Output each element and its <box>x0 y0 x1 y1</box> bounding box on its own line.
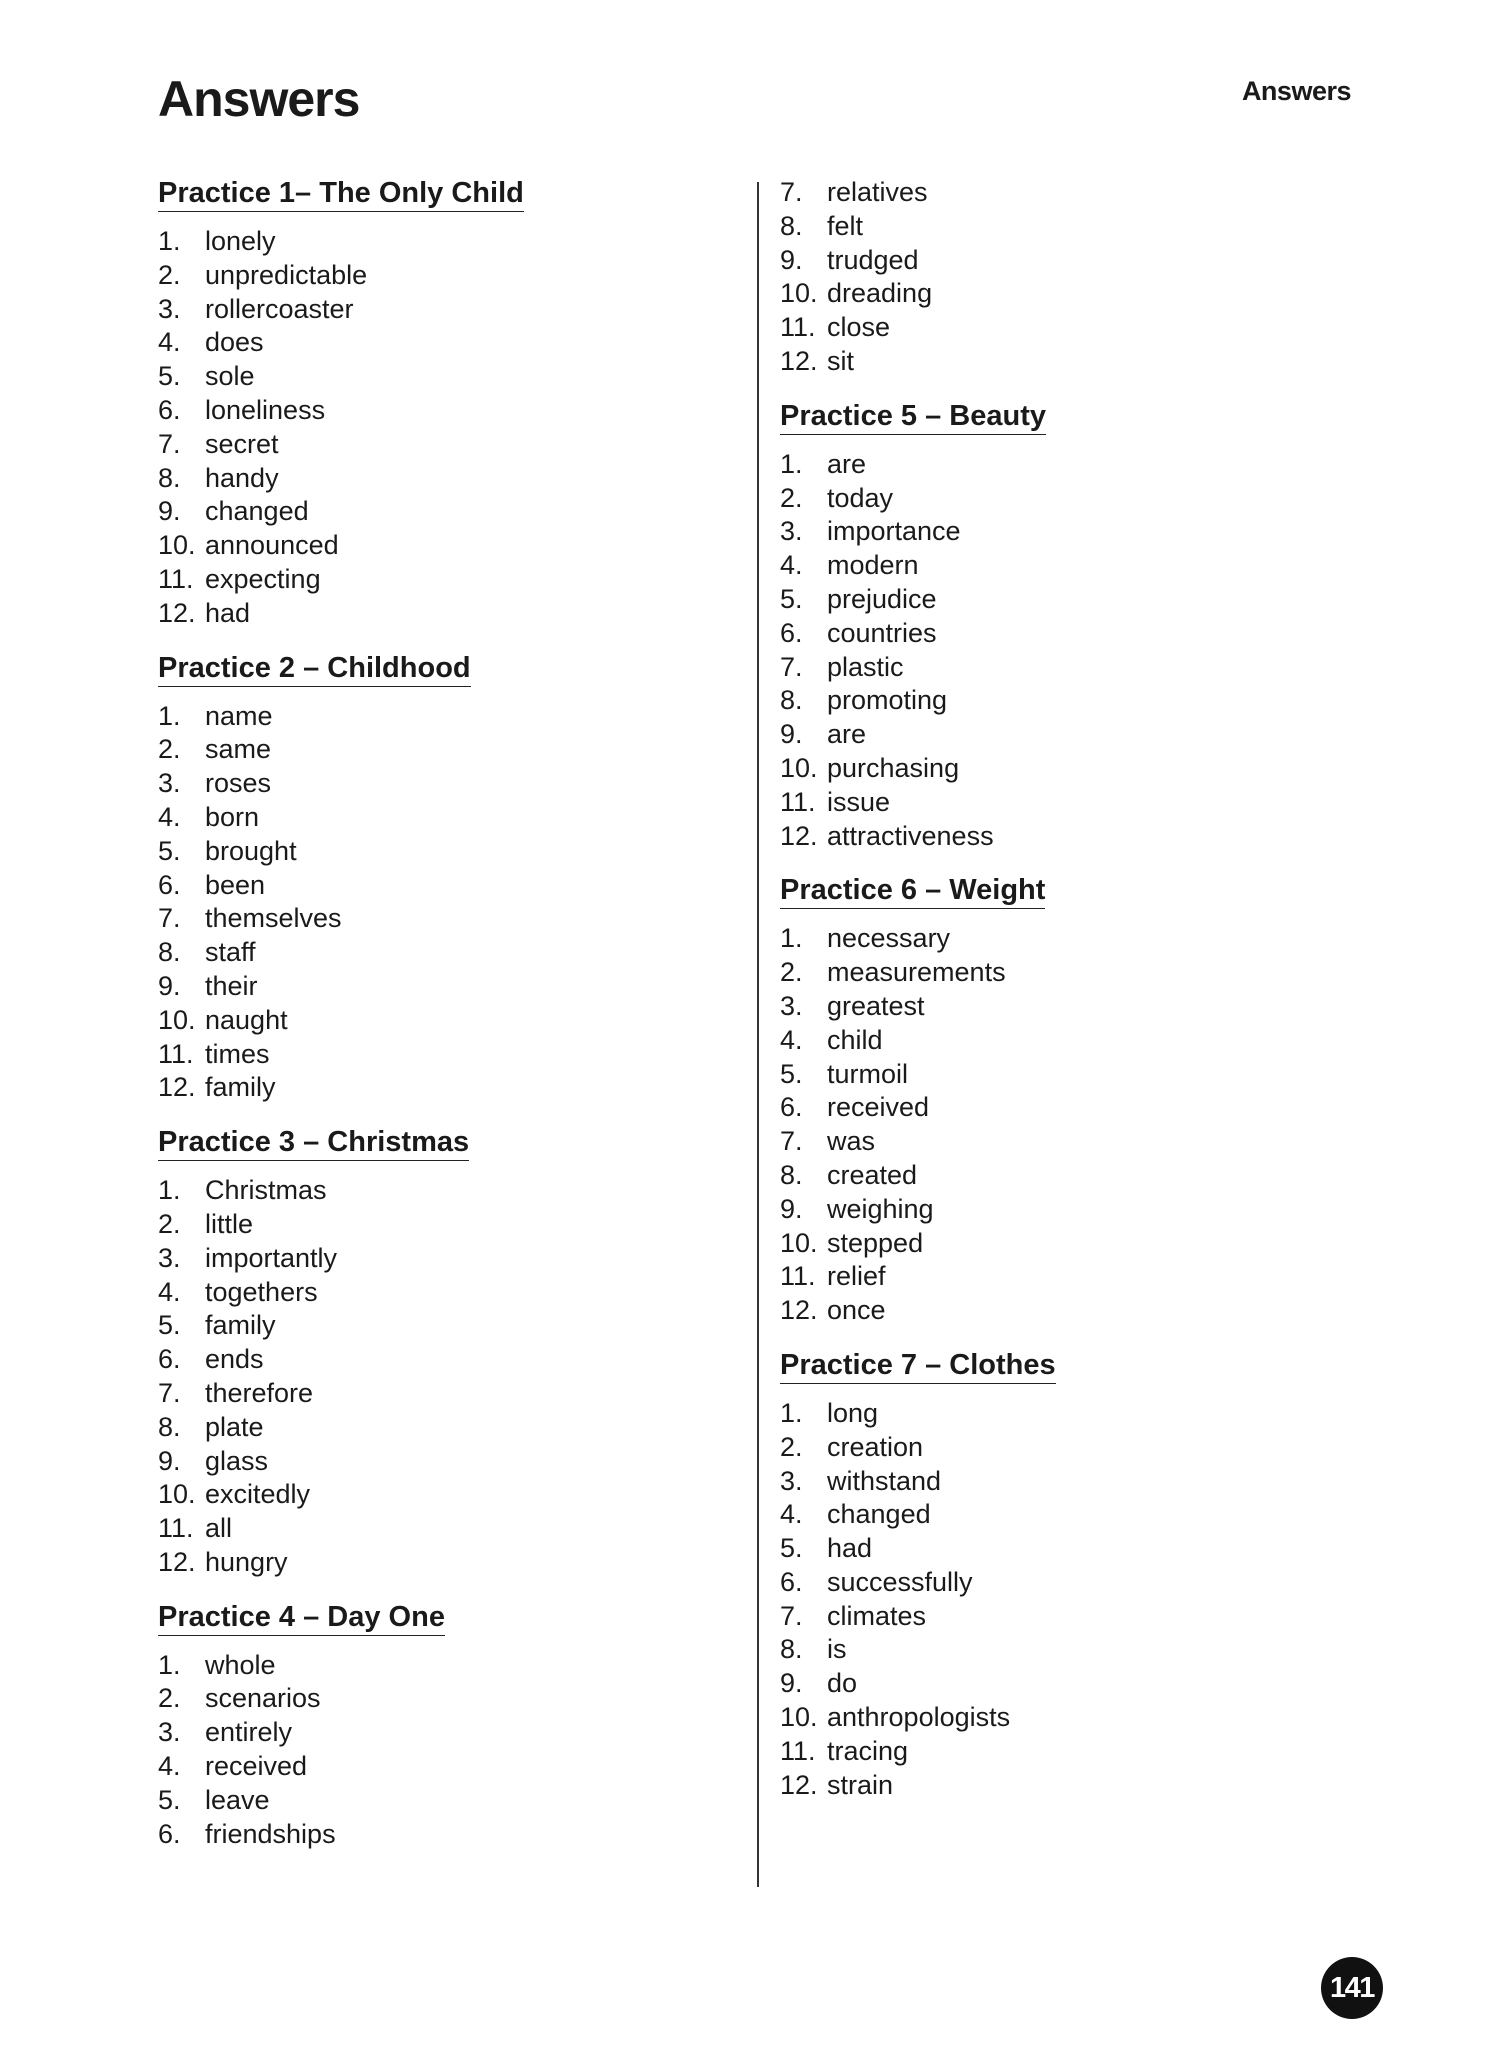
answer-item <box>780 990 1340 1024</box>
answer-number: 6. <box>780 617 803 648</box>
answer-item <box>780 1701 1340 1735</box>
answer-item <box>158 1750 718 1784</box>
answer-item <box>780 1193 1340 1227</box>
answer-text: importance <box>827 516 961 547</box>
answer-number: 5. <box>780 1058 803 1089</box>
answer-number: 3. <box>780 516 803 547</box>
answer-text: unpredictable <box>205 259 368 290</box>
answer-item <box>780 786 1340 820</box>
answer-number: 9. <box>780 1668 803 1699</box>
answer-number: 1. <box>158 1649 181 1680</box>
answer-item <box>780 922 1340 956</box>
answer-item <box>158 902 718 936</box>
answer-item <box>780 651 1340 685</box>
answer-text: attractiveness <box>827 820 994 851</box>
answer-item <box>158 700 718 734</box>
answer-text: tracing <box>827 1735 909 1766</box>
answer-item <box>780 1125 1340 1159</box>
answer-number: 4. <box>780 1499 803 1530</box>
answer-text: creation <box>827 1431 924 1462</box>
answer-item <box>780 345 1340 379</box>
answer-list <box>780 1397 1340 1803</box>
answer-item <box>780 210 1340 244</box>
answer-number: 5. <box>158 361 181 392</box>
answer-number: 9. <box>158 970 181 1001</box>
answer-item <box>158 1004 718 1038</box>
answer-number: 6. <box>780 1566 803 1597</box>
answer-text: close <box>827 312 891 343</box>
answer-number: 2. <box>158 259 181 290</box>
answer-item <box>158 529 718 563</box>
page-number-badge: 141 <box>1321 1957 1383 2019</box>
answer-item <box>780 1735 1340 1769</box>
answer-list <box>158 1174 718 1580</box>
answer-item <box>158 970 718 1004</box>
answer-item <box>158 1512 718 1546</box>
left-column <box>158 176 718 1871</box>
answer-text: born <box>205 801 260 832</box>
answer-text: hungry <box>205 1546 288 1577</box>
answer-text: plate <box>205 1411 264 1442</box>
answer-text: modern <box>827 550 919 581</box>
answer-text: lonely <box>205 226 276 256</box>
answer-text: are <box>827 719 867 750</box>
answer-number: 10. <box>780 1702 818 1733</box>
answer-text: is <box>827 1634 847 1665</box>
answer-number: 7. <box>158 428 181 459</box>
answer-number: 2. <box>780 482 803 513</box>
answer-text: relief <box>827 1261 886 1292</box>
answer-text: sole <box>205 361 255 392</box>
answer-item <box>780 244 1340 278</box>
answer-text: been <box>205 869 266 900</box>
column-divider <box>757 182 759 1887</box>
answer-text: was <box>827 1126 876 1157</box>
answer-list <box>780 448 1340 854</box>
answer-number: 1. <box>780 1397 803 1428</box>
section-practice-1-the-only-child <box>158 176 718 631</box>
answer-number: 1. <box>158 1175 181 1206</box>
answer-text: times <box>205 1038 270 1069</box>
answer-number: 7. <box>780 1600 803 1631</box>
section-heading: Practice 1– The Only Child <box>158 176 524 212</box>
answer-number: 2. <box>158 734 181 765</box>
answer-number: 10. <box>780 1227 818 1258</box>
answer-item <box>158 1716 718 1750</box>
answer-number: 9. <box>780 244 803 275</box>
answer-number: 2. <box>780 1431 803 1462</box>
answer-text: are <box>827 448 867 479</box>
answer-item <box>158 936 718 970</box>
answer-item <box>780 1091 1340 1125</box>
answer-text: family <box>205 1310 276 1341</box>
answer-number: 10. <box>158 1479 196 1510</box>
answer-item <box>158 733 718 767</box>
answer-number: 11. <box>780 1735 816 1766</box>
answer-number: 12. <box>158 1546 196 1577</box>
answer-number: 3. <box>780 1465 803 1496</box>
answer-number: 6. <box>158 394 181 425</box>
answer-number: 7. <box>780 651 803 682</box>
answer-number: 1. <box>158 700 181 731</box>
answer-number: 9. <box>158 1445 181 1476</box>
answer-item <box>780 1769 1340 1803</box>
answer-number: 5. <box>780 583 803 614</box>
answer-text: friendships <box>205 1818 336 1849</box>
answer-item <box>158 1343 718 1377</box>
answer-number: 4. <box>158 1276 181 1307</box>
answer-text: expecting <box>205 563 321 594</box>
answer-item <box>780 752 1340 786</box>
answer-item <box>780 684 1340 718</box>
answer-number: 3. <box>780 990 803 1021</box>
answer-text: created <box>827 1159 918 1190</box>
answer-item <box>158 1445 718 1479</box>
answer-item <box>780 1498 1340 1532</box>
answer-list <box>158 1649 718 1852</box>
answer-number: 4. <box>780 1024 803 1055</box>
answer-text: strain <box>827 1769 894 1800</box>
answer-text: name <box>205 700 273 731</box>
answer-number: 9. <box>158 496 181 527</box>
answer-item <box>158 597 718 631</box>
section-practice-3-christmas <box>158 1125 718 1580</box>
answer-number: 3. <box>158 1717 181 1748</box>
answer-item <box>158 1377 718 1411</box>
answer-text: greatest <box>827 990 925 1021</box>
answer-item <box>158 1818 718 1852</box>
answer-text: long <box>827 1397 879 1428</box>
answer-number: 6. <box>158 869 181 900</box>
answer-number: 2. <box>158 1208 181 1239</box>
answer-item <box>780 549 1340 583</box>
answer-text: announced <box>205 530 339 561</box>
answer-item <box>780 277 1340 311</box>
answer-number: 9. <box>780 1193 803 1224</box>
answer-number: 9. <box>780 719 803 750</box>
answer-text: their <box>205 970 258 1001</box>
section-practice-4-day-one <box>158 1600 718 1852</box>
answer-text: loneliness <box>205 394 326 425</box>
answer-text: family <box>205 1072 276 1103</box>
answer-number: 11. <box>158 563 194 594</box>
answer-item <box>780 1159 1340 1193</box>
answer-text: prejudice <box>827 583 937 614</box>
answer-text: all <box>205 1513 233 1544</box>
answer-number: 12. <box>780 1295 818 1326</box>
answer-text: stepped <box>827 1227 924 1258</box>
answer-text: sit <box>827 345 854 376</box>
answer-number: 7. <box>158 1377 181 1408</box>
answer-number: 11. <box>780 786 816 817</box>
answer-text: had <box>205 597 251 628</box>
answer-item <box>158 259 718 293</box>
answer-number: 6. <box>780 1092 803 1123</box>
answer-number: 12. <box>158 1072 196 1103</box>
answer-item <box>158 1038 718 1072</box>
answer-number: 8. <box>780 210 803 241</box>
answer-text: plastic <box>827 651 904 682</box>
answer-number: 12. <box>780 1769 818 1800</box>
section-heading: Practice 3 – Christmas <box>158 1125 469 1161</box>
answer-text: themselves <box>205 903 342 934</box>
answer-number: 12. <box>780 820 818 851</box>
answer-text: weighing <box>827 1193 934 1224</box>
answer-number: 8. <box>780 685 803 716</box>
answer-number: 4. <box>780 550 803 581</box>
answer-text: once <box>827 1295 886 1326</box>
answer-number: 7. <box>158 903 181 934</box>
section-practice-5-beauty <box>780 399 1340 854</box>
answer-text: glass <box>205 1445 269 1476</box>
answer-text: successfully <box>827 1566 973 1597</box>
answer-number: 3. <box>158 293 181 324</box>
answer-item <box>780 1532 1340 1566</box>
answer-number: 8. <box>158 937 181 968</box>
answer-text: therefore <box>205 1377 314 1408</box>
answer-item <box>780 1294 1340 1328</box>
answer-text: handy <box>205 462 279 493</box>
answer-number: 11. <box>158 1038 194 1069</box>
section-practice-7-clothes <box>780 1348 1340 1803</box>
answer-text: issue <box>827 786 891 817</box>
answer-text: naught <box>205 1004 288 1035</box>
answer-number: 7. <box>780 1126 803 1157</box>
answer-text: countries <box>827 617 937 648</box>
answer-number: 1. <box>780 923 803 954</box>
answer-number: 11. <box>780 312 816 343</box>
answer-item <box>780 1260 1340 1294</box>
answer-text: measurements <box>827 957 1006 988</box>
answer-number: 1. <box>780 448 803 479</box>
answer-item <box>780 1667 1340 1701</box>
answer-item <box>158 462 718 496</box>
answer-text: today <box>827 482 894 513</box>
answer-number: 8. <box>158 1411 181 1442</box>
right-column <box>780 176 1340 1822</box>
answer-number: 3. <box>158 1242 181 1273</box>
answer-number: 10. <box>158 530 196 561</box>
answer-text: had <box>827 1533 873 1564</box>
answer-item <box>780 176 1340 210</box>
answer-item <box>780 1600 1340 1634</box>
answer-item <box>780 1397 1340 1431</box>
answer-item <box>780 718 1340 752</box>
answer-item <box>780 1465 1340 1499</box>
answer-item <box>158 293 718 327</box>
answer-item <box>158 326 718 360</box>
answer-text: scenarios <box>205 1683 321 1714</box>
answer-item <box>158 801 718 835</box>
section-heading: Practice 7 – Clothes <box>780 1348 1056 1384</box>
answer-item <box>158 869 718 903</box>
answer-item <box>780 311 1340 345</box>
answer-list <box>158 225 718 631</box>
answer-number: 10. <box>780 278 818 309</box>
answer-item <box>780 1024 1340 1058</box>
answer-number: 11. <box>158 1513 194 1544</box>
answer-item <box>780 820 1340 854</box>
answer-list <box>780 922 1340 1328</box>
answer-text: turmoil <box>827 1058 909 1089</box>
answer-number: 2. <box>780 957 803 988</box>
answer-text: do <box>827 1668 858 1699</box>
answer-text: staff <box>205 937 256 968</box>
answer-text: ends <box>205 1344 264 1375</box>
answer-number: 8. <box>158 462 181 493</box>
answer-item <box>780 1058 1340 1092</box>
answer-item <box>780 583 1340 617</box>
answer-number: 6. <box>158 1344 181 1375</box>
answer-text: purchasing <box>827 752 960 783</box>
answer-text: promoting <box>827 685 948 716</box>
answer-number: 12. <box>158 597 196 628</box>
answer-text: little <box>205 1208 254 1239</box>
answer-number: 3. <box>158 768 181 799</box>
answer-number: 6. <box>158 1818 181 1849</box>
continued-answer-list <box>780 176 1340 379</box>
answer-number: 2. <box>158 1683 181 1714</box>
answer-text: anthropologists <box>827 1702 1011 1733</box>
answer-text: changed <box>827 1499 931 1530</box>
answer-item <box>158 835 718 869</box>
answer-text: same <box>205 734 272 765</box>
answer-number: 4. <box>158 1751 181 1782</box>
answer-number: 10. <box>158 1004 196 1035</box>
answer-text: felt <box>827 210 864 241</box>
answer-number: 11. <box>780 1261 816 1292</box>
answer-number: 5. <box>158 1784 181 1815</box>
answer-text: child <box>827 1024 883 1055</box>
answer-text: entirely <box>205 1717 293 1748</box>
answer-text: leave <box>205 1784 270 1815</box>
answer-number: 5. <box>158 835 181 866</box>
answer-item <box>158 1276 718 1310</box>
section-heading: Practice 6 – Weight <box>780 873 1045 909</box>
answer-list <box>158 700 718 1106</box>
answer-item <box>158 1411 718 1445</box>
answer-item <box>158 360 718 394</box>
answer-item <box>780 515 1340 549</box>
answer-item <box>780 1227 1340 1261</box>
answer-number: 8. <box>780 1159 803 1190</box>
answer-number: 4. <box>158 801 181 832</box>
section-heading: Practice 5 – Beauty <box>780 399 1046 435</box>
answer-text: dreading <box>827 278 933 309</box>
answer-number: 5. <box>780 1533 803 1564</box>
answer-number: 10. <box>780 752 818 783</box>
answer-text: trudged <box>827 244 919 275</box>
answer-item <box>780 1566 1340 1600</box>
section-practice-2-childhood <box>158 651 718 1106</box>
running-header: Answers <box>1241 76 1351 106</box>
answer-item <box>158 495 718 529</box>
section-heading: Practice 2 – Childhood <box>158 651 471 687</box>
section-practice-6-weight <box>780 873 1340 1328</box>
answer-item <box>158 428 718 462</box>
answer-item <box>158 1682 718 1716</box>
answer-item <box>780 617 1340 651</box>
answer-text: brought <box>205 835 297 866</box>
answer-number: 8. <box>780 1634 803 1665</box>
answer-number: 12. <box>780 345 818 376</box>
answer-item <box>158 394 718 428</box>
answer-item <box>158 1208 718 1242</box>
answer-number: 5. <box>158 1310 181 1341</box>
answer-text: rollercoaster <box>205 293 354 324</box>
page-title: Answers <box>158 71 360 127</box>
answer-item <box>780 482 1340 516</box>
answer-item <box>158 1784 718 1818</box>
answer-item <box>158 767 718 801</box>
answer-text: necessary <box>827 923 951 954</box>
answer-item <box>158 1478 718 1512</box>
answer-item <box>780 448 1340 482</box>
answer-item <box>158 1174 718 1208</box>
answer-text: roses <box>205 768 272 799</box>
answer-text: does <box>205 327 264 358</box>
answer-text: received <box>827 1092 930 1123</box>
answer-number: 4. <box>158 327 181 358</box>
answer-text: relatives <box>827 177 928 207</box>
answer-text: climates <box>827 1600 927 1631</box>
answer-item <box>158 1242 718 1276</box>
answer-item <box>158 1649 718 1683</box>
answer-item <box>158 225 718 259</box>
answer-item <box>780 956 1340 990</box>
answer-text: importantly <box>205 1242 338 1273</box>
answer-item <box>780 1633 1340 1667</box>
answer-text: whole <box>205 1649 276 1680</box>
answer-text: changed <box>205 496 309 527</box>
answer-item <box>158 1071 718 1105</box>
answer-item <box>780 1431 1340 1465</box>
answer-item <box>158 1309 718 1343</box>
answer-text: received <box>205 1751 308 1782</box>
section-heading: Practice 4 – Day One <box>158 1600 445 1636</box>
answer-item <box>158 563 718 597</box>
answer-text: excitedly <box>205 1479 311 1510</box>
answer-text: secret <box>205 428 279 459</box>
answer-number: 1. <box>158 226 181 256</box>
answer-number: 7. <box>780 177 803 207</box>
answer-item <box>158 1546 718 1580</box>
answer-text: Christmas <box>205 1175 327 1206</box>
answer-text: togethers <box>205 1276 318 1307</box>
answer-text: withstand <box>827 1465 942 1496</box>
